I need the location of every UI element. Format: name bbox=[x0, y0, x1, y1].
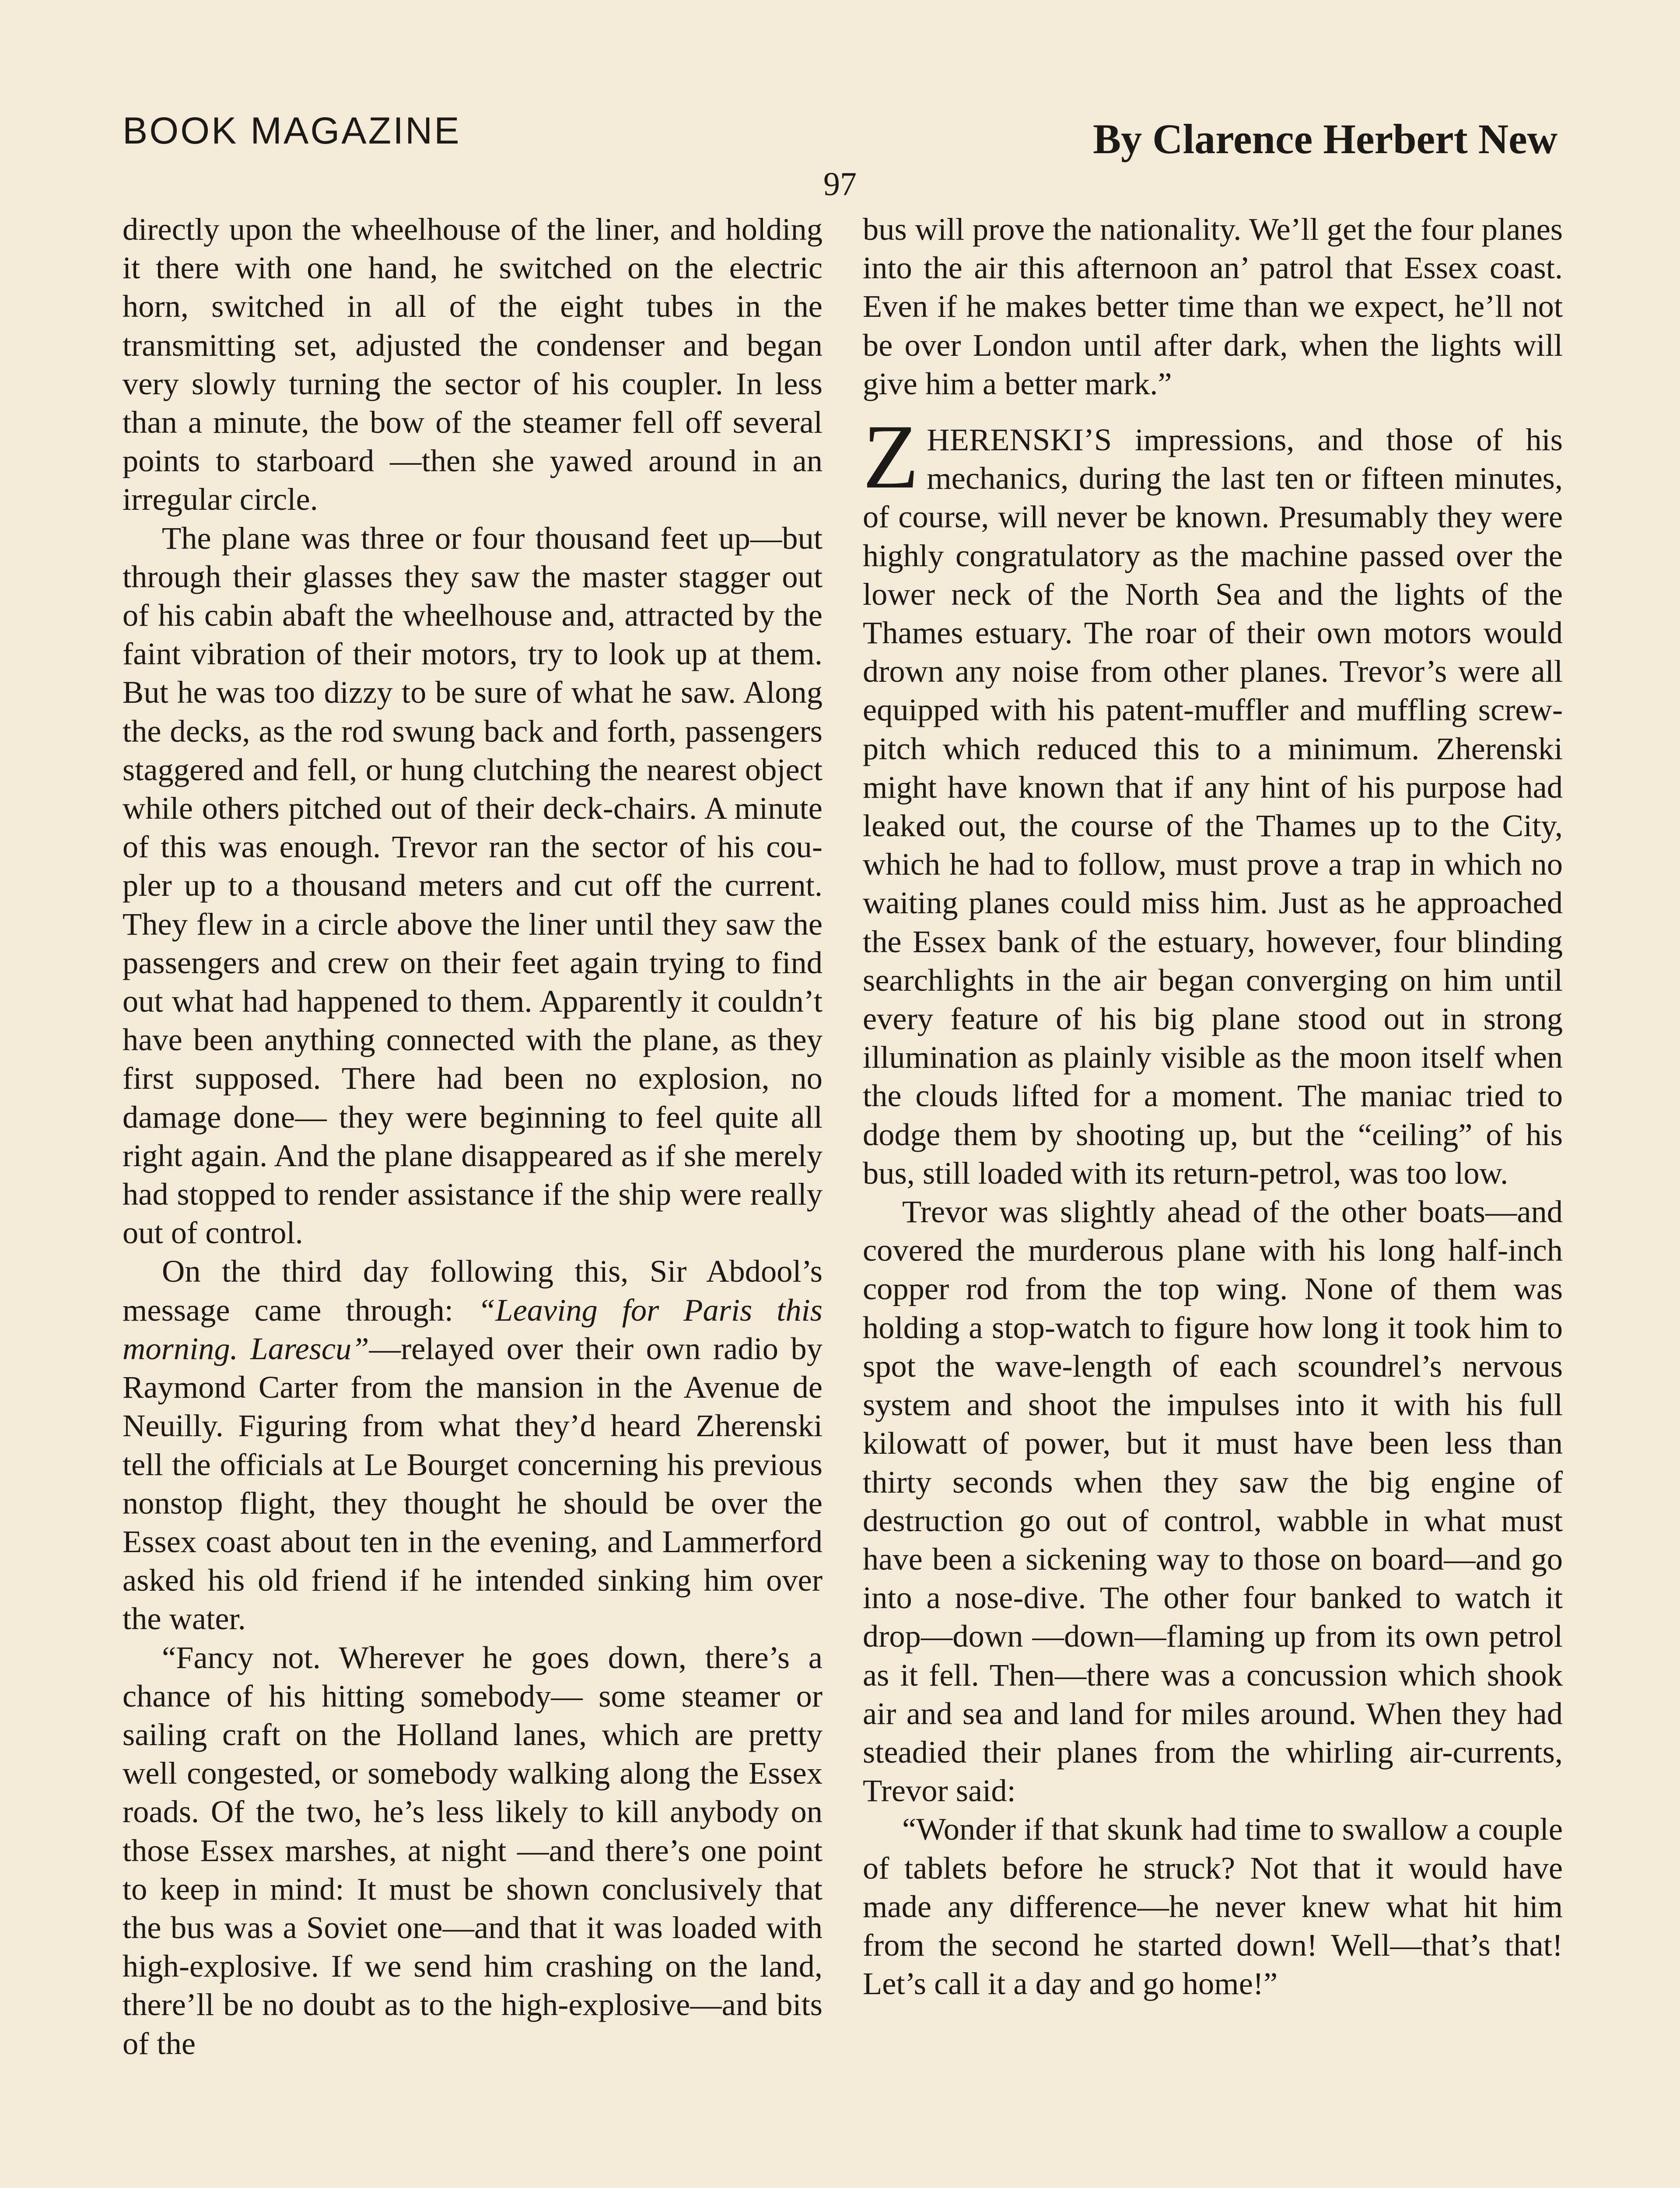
paragraph: Trevor was slightly ahead of the other boats—and covered the murderous plane with his long half-inch copper rod from the top wing. None of them was holding a stop-watch to figure how long it took him to spot the wave-length of each scoundrel’s nervous system and shoot the impulses into it with his full kilowatt of power, but it must have been less than thirty seconds when they saw the big engine of destruction go out of control, wabble in what must have been a sickening way to those on board—and go into a nose-dive. The other four banked to watch it drop—down —down—flaming up from its own petrol as it fell. Then—there was a concussion which shook air and sea and land for miles around. When they had steadied their planes from the whirling air-currents, Trevor said: bbox=[863, 1194, 1563, 1809]
paragraph-with-dropcap bbox=[863, 406, 1563, 1192]
quoted-radio-message: “Leaving for Paris this morning. Larescu” bbox=[122, 1292, 823, 1366]
right-column bbox=[863, 210, 1563, 2003]
drop-cap: Z bbox=[863, 406, 919, 508]
paragraph: directly upon the wheelhouse of the liner, and holding it there with one hand, he switched on the electric horn, switched in all of the eight tubes in the transmitting set, adjusted the condenser and began very slowly turning the sector of his coupler. In less than a minute, the bow of the steamer fell off several points to starboard —then she yawed around in an irregular circle. bbox=[122, 211, 822, 517]
running-header-author: By Clarence Herbert New bbox=[1093, 116, 1558, 162]
page-number: 97 bbox=[823, 166, 857, 203]
paragraph bbox=[122, 1252, 822, 1638]
left-column bbox=[122, 210, 822, 2063]
paragraph-text: HERENSKI’S impressions, and those of his mechanics, during the last ten or fifteen minutes, of course, will never be known. Presumably they were highly congratulatory as the machine passed over the lower neck of the North Sea and the lights of the Thames estuary. The roar of their own motors would drown any noise from other planes. Trevor’s were all equipped with his patent-muffler and muffling screw-pitch which reduced this to a minimum. Zherenski might have known that if any hint of his purpose had leaked out, the course of the Thames up to the City, which he had to follow, must prove a trap in which no waiting planes could miss him. Just as he approached the Essex bank of the estuary, however, four blinding searchlights in the air began converging on him until every feature of his big plane stood out in strong illumination as plainly visible as the moon itself when the clouds lifted for a moment. The maniac tried to dodge them by shooting up, but the “ceiling” of his bus, still loaded with its return-petrol, was too low. bbox=[863, 422, 1563, 1191]
paragraph-text: On the third day following this, Sir Abdool’s message came through: bbox=[122, 1253, 822, 1328]
paragraph: “Wonder if that skunk had time to swallow a couple of tablets before he struck? Not that it would have made any difference—he never knew what hit him from the second he started down! Well—that’s that! Let’s call it a day and go home!” bbox=[863, 1811, 1563, 2002]
paragraph: bus will prove the nationality. We’ll get the four planes into the air this afternoon an’ patrol that Essex coast. Even if he makes better time than we expect, he’ll not be over London until after dark, when the lights will give him a better mark.” bbox=[863, 211, 1563, 401]
paragraph-text: —relayed over their own radio by Raymond Carter from the mansion in the Avenue de Neuilly. Figuring from what they’d heard Zherenski tell the officials at Le Bourget concerning his previous nonstop flight, they thought he should be over the Essex coast about ten in the evening, and Lammerford asked his old friend if he intended sinking him over the water. bbox=[122, 1330, 822, 1637]
running-header-publication: BOOK MAGAZINE bbox=[122, 110, 461, 152]
paragraph: The plane was three or four thousand feet up—but through their glasses they saw the master stagger out of his cabin abaft the wheelhouse and, attracted by the faint vibration of their motors, try to look up at them. But he was too dizzy to be sure of what he saw. Along the decks, as the rod swung back and forth, passengers staggered and fell, or hung clutching the nearest object while others pitched out of their deck-chairs. A minute of this was enough. Trevor ran the sector of his coupler up to a thousand meters and cut off the current. They flew in a circle above the liner until they saw the passengers and crew on their feet again trying to find out what had happened to them. Apparently it couldn’t have been anything connected with the plane, as they first supposed. There had been no explosion, no damage done— they were beginning to feel quite all right again. And the plane disappeared as if she merely had stopped to render assistance if the ship were really out of control. bbox=[122, 520, 822, 1251]
paragraph: “Fancy not. Wherever he goes down, there’s a chance of his hitting somebody— some steamer or sailing craft on the Holland lanes, which are pretty well congested, or somebody walking along the Essex roads. Of the two, he’s less likely to kill anybody on those Essex marshes, at night —and there’s one point to keep in mind: It must be shown conclusively that the bus was a Soviet one—and that it was loaded with high-explosive. If we send him crashing on the land, there’ll be no doubt as to the high-explosive—and bits of the bbox=[122, 1639, 822, 2061]
